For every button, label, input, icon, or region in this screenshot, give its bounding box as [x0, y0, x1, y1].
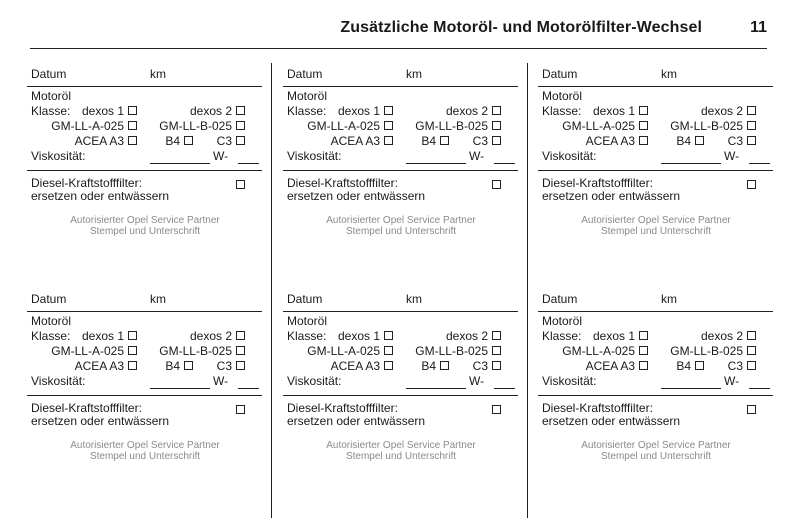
checkbox[interactable]: [236, 136, 245, 145]
checkbox[interactable]: [128, 346, 137, 355]
w-label: W-: [213, 374, 229, 388]
checkbox[interactable]: [384, 121, 393, 130]
gm-ll-b-025-label: GM-LL-B-025: [415, 119, 488, 133]
oil-class-row-1: [287, 104, 515, 118]
oil-class-row-2: [287, 119, 515, 133]
c3-option[interactable]: [728, 359, 756, 373]
viscosity-blank[interactable]: [661, 163, 721, 164]
stamp-line-2: Stempel und Unterschrift: [89, 226, 201, 237]
checkbox[interactable]: [639, 121, 648, 130]
viscosity-blank[interactable]: [150, 388, 210, 389]
datum-label: Datum: [31, 67, 67, 81]
diesel-filter-line-2: ersetzen oder entwässern: [287, 414, 426, 428]
motoroel-heading: Motoröl: [287, 89, 328, 103]
klasse-label: Klasse:: [542, 104, 582, 118]
divider-line: [283, 311, 518, 312]
checkbox[interactable]: [747, 361, 756, 370]
dexos2-label: dexos 2: [189, 104, 232, 118]
column-divider: [527, 63, 528, 518]
dexos1-label: dexos 1: [337, 329, 380, 343]
divider-line: [538, 170, 773, 171]
oil-class-row-2: [542, 119, 770, 133]
checkbox[interactable]: [384, 136, 393, 145]
km-label: km: [150, 67, 166, 81]
viscosity-row: [542, 374, 770, 388]
datum-label: Datum: [287, 292, 323, 306]
motoroel-heading: Motoröl: [542, 89, 583, 103]
date-mileage-row: [287, 292, 515, 306]
acea-a3-option[interactable]: [331, 134, 393, 148]
checkbox[interactable]: [128, 106, 137, 115]
stamp-line-1: Autorisierter Opel Service Partner: [326, 215, 476, 226]
oil-class-row-3: [31, 134, 259, 148]
klasse-label: Klasse:: [287, 104, 327, 118]
diesel-filter-line-1: Diesel-Kraftstofffilter:: [31, 401, 142, 415]
oil-class-row-3: [31, 359, 259, 373]
diesel-filter-line-1: Diesel-Kraftstofffilter:: [542, 401, 653, 415]
acea-a3-label: ACEA A3: [330, 134, 380, 148]
stamp-line-2: Stempel und Unterschrift: [600, 226, 712, 237]
dexos2-option[interactable]: [701, 329, 756, 343]
b4-label: B4: [421, 359, 436, 373]
checkbox[interactable]: [492, 106, 501, 115]
datum-label: Datum: [31, 292, 67, 306]
stamp-line-1: Autorisierter Opel Service Partner: [70, 215, 220, 226]
klasse-label: Klasse:: [31, 329, 71, 343]
acea-a3-option[interactable]: [331, 359, 393, 373]
checkbox[interactable]: [384, 346, 393, 355]
w-label: W-: [724, 149, 740, 163]
page-title: Zusätzliche Motoröl- und Motorölfilter-Wechsel: [340, 19, 702, 36]
gm-ll-b-025-label: GM-LL-B-025: [159, 344, 232, 358]
gm-ll-a-025-label: GM-LL-A-025: [307, 119, 380, 133]
acea-a3-label: ACEA A3: [74, 134, 124, 148]
diesel-filter-checkbox[interactable]: [747, 405, 756, 414]
oil-class-row-2: [287, 344, 515, 358]
viscosity-blank[interactable]: [406, 163, 466, 164]
stamp-area: [287, 215, 515, 237]
gm-ll-b-025-label: GM-LL-B-025: [670, 344, 743, 358]
stamp-line-1: Autorisierter Opel Service Partner: [581, 215, 731, 226]
date-mileage-row: [542, 292, 770, 306]
gm-ll-a-025-option[interactable]: [51, 344, 137, 358]
checkbox[interactable]: [639, 331, 648, 340]
acea-a3-option[interactable]: [75, 134, 137, 148]
diesel-filter-line-1: Diesel-Kraftstofffilter:: [542, 176, 653, 190]
checkbox[interactable]: [384, 106, 393, 115]
divider-line: [27, 311, 262, 312]
b4-label: B4: [165, 359, 180, 373]
checkbox[interactable]: [384, 361, 393, 370]
gm-ll-a-025-option[interactable]: [562, 344, 648, 358]
checkbox[interactable]: [492, 121, 501, 130]
dexos1-option[interactable]: [593, 104, 648, 118]
checkbox[interactable]: [747, 331, 756, 340]
diesel-filter-checkbox[interactable]: [747, 180, 756, 189]
stamp-area: [31, 440, 259, 462]
diesel-filter-checkbox[interactable]: [236, 180, 245, 189]
checkbox[interactable]: [236, 346, 245, 355]
b4-option[interactable]: [676, 359, 704, 373]
viskositaet-label: Viskosität:: [542, 149, 597, 163]
viscosity-row: [31, 374, 259, 388]
gm-ll-a-025-label: GM-LL-A-025: [51, 344, 124, 358]
oil-class-row-3: [542, 359, 770, 373]
date-mileage-row: [31, 67, 259, 81]
checkbox[interactable]: [492, 346, 501, 355]
c3-label: C3: [472, 359, 488, 373]
dexos1-option[interactable]: [338, 329, 393, 343]
dexos1-label: dexos 1: [592, 104, 635, 118]
w-blank[interactable]: [494, 163, 515, 164]
w-blank[interactable]: [238, 388, 259, 389]
gm-ll-b-025-option[interactable]: [415, 119, 501, 133]
km-label: km: [150, 292, 166, 306]
stamp-line-2: Stempel und Unterschrift: [345, 226, 457, 237]
checkbox[interactable]: [639, 346, 648, 355]
page-number: 11: [750, 19, 767, 36]
checkbox[interactable]: [128, 331, 137, 340]
checkbox[interactable]: [639, 361, 648, 370]
motoroel-heading: Motoröl: [287, 314, 328, 328]
gm-ll-a-025-label: GM-LL-A-025: [51, 119, 124, 133]
acea-a3-label: ACEA A3: [330, 359, 380, 373]
divider-line: [538, 86, 773, 87]
divider-line: [283, 86, 518, 87]
divider-line: [538, 395, 773, 396]
stamp-line-2: Stempel und Unterschrift: [600, 451, 712, 462]
w-label: W-: [213, 149, 229, 163]
dexos1-option[interactable]: [338, 104, 393, 118]
dexos2-label: dexos 2: [445, 104, 488, 118]
w-blank[interactable]: [749, 388, 770, 389]
checkbox[interactable]: [440, 136, 449, 145]
checkbox[interactable]: [128, 136, 137, 145]
gm-ll-a-025-option[interactable]: [51, 119, 137, 133]
b4-label: B4: [676, 134, 691, 148]
dexos2-option[interactable]: [446, 104, 501, 118]
dexos2-label: dexos 2: [700, 104, 743, 118]
motoroel-heading: Motoröl: [31, 314, 72, 328]
oil-class-row-1: [287, 329, 515, 343]
dexos1-label: dexos 1: [592, 329, 635, 343]
checkbox[interactable]: [747, 136, 756, 145]
acea-a3-option[interactable]: [586, 359, 648, 373]
checkbox[interactable]: [747, 121, 756, 130]
diesel-filter-line-2: ersetzen oder entwässern: [31, 189, 170, 203]
gm-ll-b-025-option[interactable]: [415, 344, 501, 358]
km-label: km: [661, 67, 677, 81]
gm-ll-a-025-label: GM-LL-A-025: [562, 344, 635, 358]
dexos1-option[interactable]: [82, 329, 137, 343]
b4-option[interactable]: [165, 134, 193, 148]
checkbox[interactable]: [236, 361, 245, 370]
w-label: W-: [469, 374, 485, 388]
datum-label: Datum: [542, 292, 578, 306]
stamp-line-2: Stempel und Unterschrift: [345, 451, 457, 462]
stamp-line-1: Autorisierter Opel Service Partner: [70, 440, 220, 451]
header-rule: [30, 48, 767, 49]
diesel-filter-line-1: Diesel-Kraftstofffilter:: [31, 176, 142, 190]
service-record-card-2: [287, 66, 515, 262]
viscosity-row: [542, 149, 770, 163]
c3-label: C3: [472, 134, 488, 148]
c3-label: C3: [727, 359, 743, 373]
b4-option[interactable]: [676, 134, 704, 148]
diesel-filter-line-1: Diesel-Kraftstofffilter:: [287, 401, 398, 415]
service-record-card-4: [31, 291, 259, 487]
checkbox[interactable]: [236, 106, 245, 115]
checkbox[interactable]: [236, 121, 245, 130]
gm-ll-b-025-label: GM-LL-B-025: [670, 119, 743, 133]
b4-label: B4: [676, 359, 691, 373]
service-record-card-6: [542, 291, 770, 487]
gm-ll-b-025-option[interactable]: [670, 344, 756, 358]
oil-class-row-3: [542, 134, 770, 148]
diesel-filter-line-2: ersetzen oder entwässern: [31, 414, 170, 428]
checkbox[interactable]: [236, 331, 245, 340]
stamp-line-1: Autorisierter Opel Service Partner: [326, 440, 476, 451]
b4-label: B4: [421, 134, 436, 148]
km-label: km: [406, 292, 422, 306]
date-mileage-row: [287, 67, 515, 81]
date-mileage-row: [542, 67, 770, 81]
checkbox[interactable]: [128, 121, 137, 130]
acea-a3-option[interactable]: [586, 134, 648, 148]
viscosity-blank[interactable]: [661, 388, 721, 389]
service-record-card-5: [287, 291, 515, 487]
dexos2-option[interactable]: [190, 104, 245, 118]
checkbox[interactable]: [384, 331, 393, 340]
viskositaet-label: Viskosität:: [31, 149, 86, 163]
dexos2-option[interactable]: [190, 329, 245, 343]
oil-class-row-1: [542, 104, 770, 118]
dexos1-label: dexos 1: [81, 329, 124, 343]
oil-class-row-2: [542, 344, 770, 358]
c3-option[interactable]: [473, 134, 501, 148]
b4-label: B4: [165, 134, 180, 148]
divider-line: [283, 395, 518, 396]
viscosity-row: [287, 374, 515, 388]
service-record-card-3: [542, 66, 770, 262]
dexos1-option[interactable]: [593, 329, 648, 343]
w-blank[interactable]: [749, 163, 770, 164]
column-divider: [271, 63, 272, 518]
dexos1-option[interactable]: [82, 104, 137, 118]
datum-label: Datum: [542, 67, 578, 81]
c3-option[interactable]: [217, 134, 245, 148]
b4-option[interactable]: [165, 359, 193, 373]
service-record-card-1: [31, 66, 259, 262]
oil-class-row-2: [31, 344, 259, 358]
checkbox[interactable]: [639, 136, 648, 145]
gm-ll-b-025-option[interactable]: [159, 344, 245, 358]
oil-class-row-1: [31, 104, 259, 118]
oil-class-row-1: [31, 329, 259, 343]
viscosity-row: [31, 149, 259, 163]
checkbox[interactable]: [492, 136, 501, 145]
stamp-area: [287, 440, 515, 462]
checkbox[interactable]: [128, 361, 137, 370]
w-blank[interactable]: [238, 163, 259, 164]
viscosity-row: [287, 149, 515, 163]
checkbox[interactable]: [639, 106, 648, 115]
c3-label: C3: [216, 359, 232, 373]
c3-option[interactable]: [473, 359, 501, 373]
stamp-area: [542, 215, 770, 237]
viscosity-blank[interactable]: [150, 163, 210, 164]
divider-line: [27, 86, 262, 87]
date-mileage-row: [31, 292, 259, 306]
c3-option[interactable]: [217, 359, 245, 373]
diesel-filter-checkbox[interactable]: [492, 180, 501, 189]
klasse-label: Klasse:: [287, 329, 327, 343]
viskositaet-label: Viskosität:: [542, 374, 597, 388]
stamp-line-2: Stempel und Unterschrift: [89, 451, 201, 462]
c3-label: C3: [216, 134, 232, 148]
dexos2-label: dexos 2: [189, 329, 232, 343]
oil-class-row-3: [287, 359, 515, 373]
viscosity-blank[interactable]: [406, 388, 466, 389]
oil-class-row-3: [287, 134, 515, 148]
acea-a3-label: ACEA A3: [585, 134, 635, 148]
km-label: km: [406, 67, 422, 81]
gm-ll-a-025-label: GM-LL-A-025: [307, 344, 380, 358]
gm-ll-b-025-option[interactable]: [670, 119, 756, 133]
checkbox[interactable]: [695, 361, 704, 370]
viskositaet-label: Viskosität:: [287, 149, 342, 163]
gm-ll-b-025-option[interactable]: [159, 119, 245, 133]
checkbox[interactable]: [492, 361, 501, 370]
dexos2-label: dexos 2: [700, 329, 743, 343]
stamp-line-1: Autorisierter Opel Service Partner: [581, 440, 731, 451]
divider-line: [27, 395, 262, 396]
dexos1-label: dexos 1: [337, 104, 380, 118]
gm-ll-a-025-option[interactable]: [307, 344, 393, 358]
stamp-area: [31, 215, 259, 237]
diesel-filter-line-1: Diesel-Kraftstofffilter:: [287, 176, 398, 190]
motoroel-heading: Motoröl: [31, 89, 72, 103]
b4-option[interactable]: [421, 359, 449, 373]
checkbox[interactable]: [184, 136, 193, 145]
diesel-filter-checkbox[interactable]: [236, 405, 245, 414]
gm-ll-b-025-label: GM-LL-B-025: [415, 344, 488, 358]
oil-class-row-1: [542, 329, 770, 343]
checkbox[interactable]: [440, 361, 449, 370]
w-blank[interactable]: [494, 388, 515, 389]
viskositaet-label: Viskosität:: [31, 374, 86, 388]
w-label: W-: [724, 374, 740, 388]
motoroel-heading: Motoröl: [542, 314, 583, 328]
diesel-filter-checkbox[interactable]: [492, 405, 501, 414]
acea-a3-label: ACEA A3: [74, 359, 124, 373]
diesel-filter-line-2: ersetzen oder entwässern: [542, 414, 681, 428]
dexos2-option[interactable]: [701, 104, 756, 118]
checkbox[interactable]: [695, 136, 704, 145]
gm-ll-a-025-label: GM-LL-A-025: [562, 119, 635, 133]
km-label: km: [661, 292, 677, 306]
dexos1-label: dexos 1: [81, 104, 124, 118]
gm-ll-a-025-option[interactable]: [307, 119, 393, 133]
stamp-area: [542, 440, 770, 462]
klasse-label: Klasse:: [31, 104, 71, 118]
gm-ll-b-025-label: GM-LL-B-025: [159, 119, 232, 133]
divider-line: [283, 170, 518, 171]
c3-option[interactable]: [728, 134, 756, 148]
w-label: W-: [469, 149, 485, 163]
datum-label: Datum: [287, 67, 323, 81]
b4-option[interactable]: [421, 134, 449, 148]
gm-ll-a-025-option[interactable]: [562, 119, 648, 133]
diesel-filter-line-2: ersetzen oder entwässern: [287, 189, 426, 203]
dexos2-option[interactable]: [446, 329, 501, 343]
checkbox[interactable]: [747, 346, 756, 355]
checkbox[interactable]: [492, 331, 501, 340]
c3-label: C3: [727, 134, 743, 148]
divider-line: [538, 311, 773, 312]
viskositaet-label: Viskosität:: [287, 374, 342, 388]
acea-a3-label: ACEA A3: [585, 359, 635, 373]
klasse-label: Klasse:: [542, 329, 582, 343]
acea-a3-option[interactable]: [75, 359, 137, 373]
checkbox[interactable]: [747, 106, 756, 115]
oil-class-row-2: [31, 119, 259, 133]
divider-line: [27, 170, 262, 171]
diesel-filter-line-2: ersetzen oder entwässern: [542, 189, 681, 203]
dexos2-label: dexos 2: [445, 329, 488, 343]
checkbox[interactable]: [184, 361, 193, 370]
